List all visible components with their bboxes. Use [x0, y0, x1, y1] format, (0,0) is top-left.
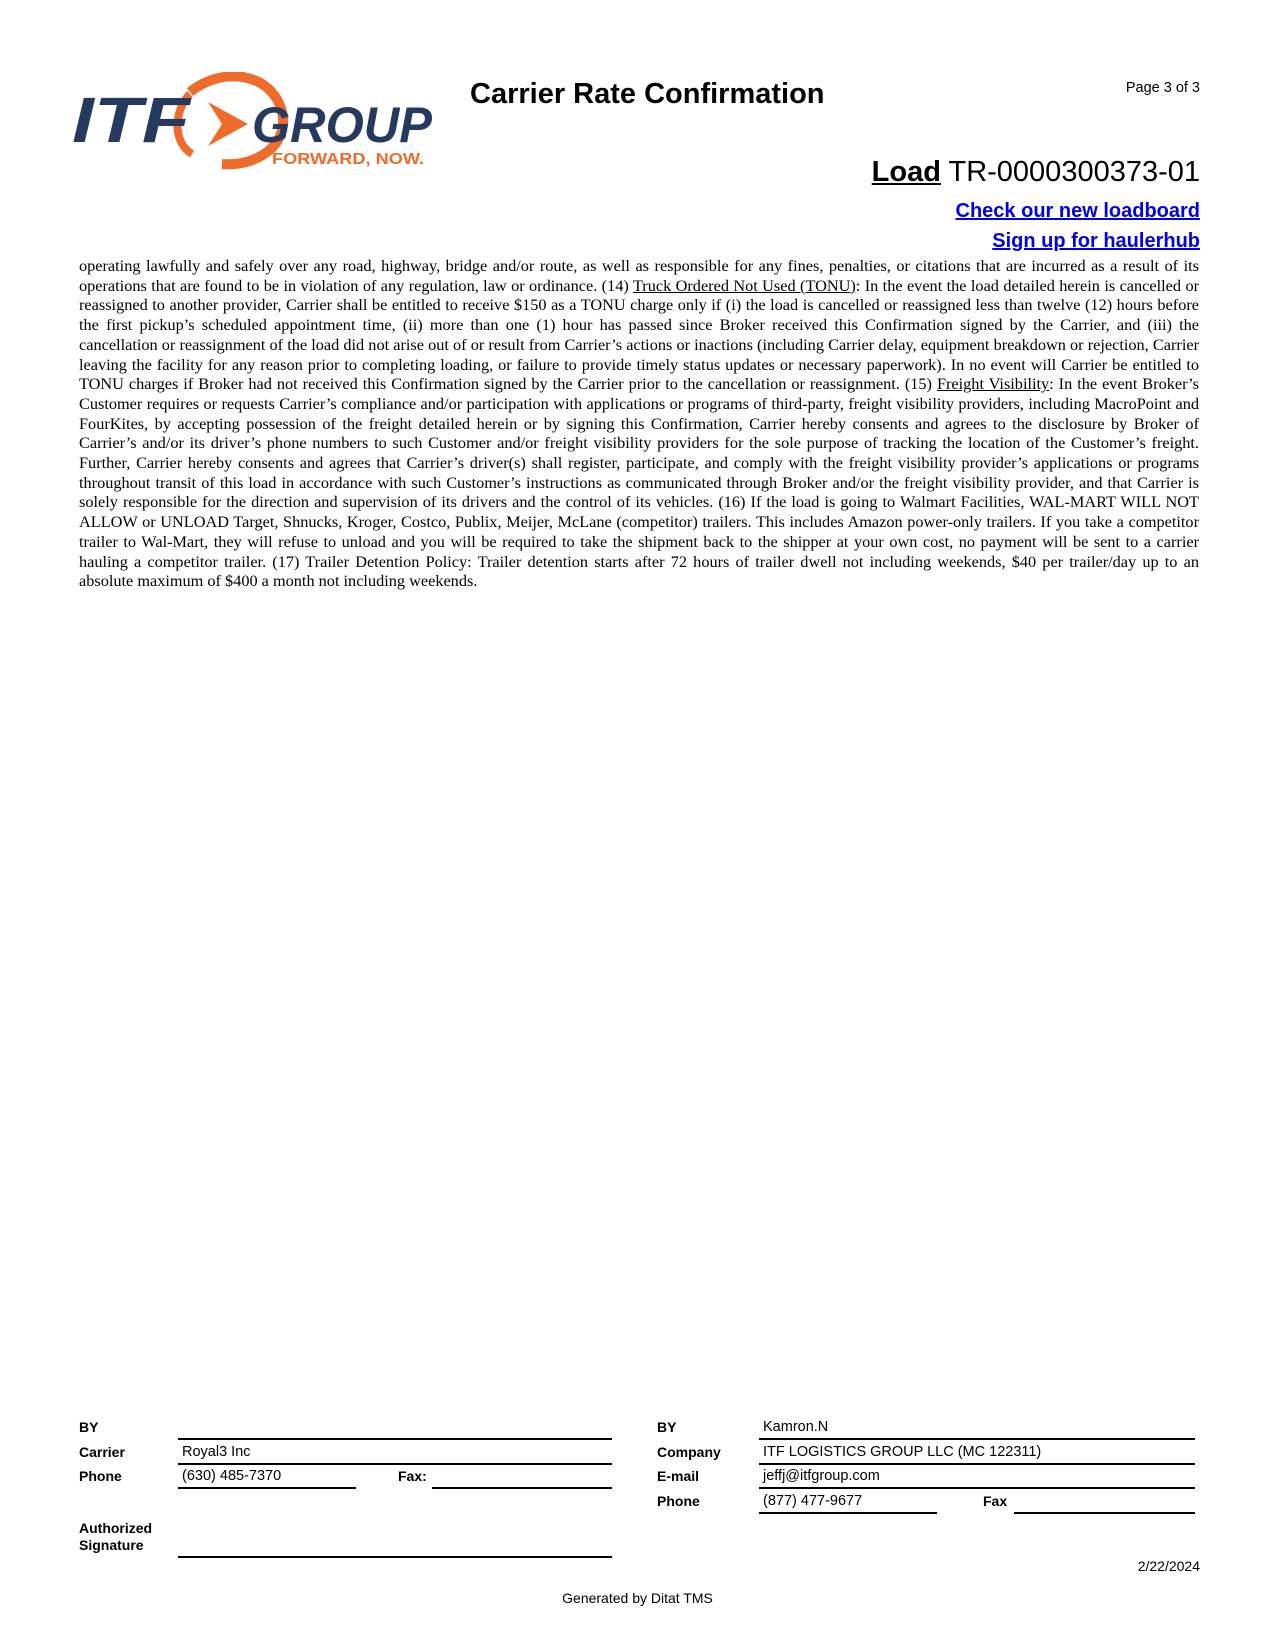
broker-phone-line — [759, 1512, 937, 1514]
logo-tagline: FORWARD, NOW. — [272, 151, 424, 168]
broker-by-value: Kamron.N — [763, 1419, 829, 1435]
logo-brand-right: GROUP — [252, 97, 433, 153]
broker-email: jeffj@itfgroup.com — [763, 1468, 880, 1484]
broker-by-label: BY — [657, 1419, 677, 1435]
page-number: Page 3 of 3 — [1125, 80, 1200, 96]
broker-company: ITF LOGISTICS GROUP LLC (MC 122311) — [763, 1444, 1042, 1460]
loadboard-link[interactable]: Check our new loadboard — [955, 200, 1200, 222]
carrier-phone: (630) 485-7370 — [182, 1468, 282, 1484]
broker-fax-label: Fax — [983, 1493, 1008, 1509]
load-label: Load — [871, 156, 941, 188]
document-title: Carrier Rate Confirmation — [470, 78, 825, 110]
broker-email-label: E-mail — [657, 1468, 700, 1484]
broker-email-line — [759, 1487, 1195, 1489]
broker-phone: (877) 477-9677 — [763, 1493, 863, 1509]
carrier-phone-line — [178, 1487, 356, 1489]
broker-phone-label: Phone — [657, 1493, 700, 1509]
carrier-fax-label: Fax: — [398, 1468, 427, 1484]
broker-by-line — [759, 1438, 1195, 1440]
load-number: TR-0000300373-01 — [948, 156, 1200, 188]
terms-paragraph — [79, 256, 1199, 591]
carrier-by-line — [178, 1438, 612, 1440]
broker-company-label: Company — [657, 1444, 721, 1460]
freight-visibility-heading: Freight Visibility — [936, 374, 1050, 394]
document-date: 2/22/2024 — [1137, 1558, 1200, 1574]
carrier-name-line — [178, 1463, 612, 1465]
load-heading — [872, 156, 1200, 189]
authorized-signature-line — [178, 1556, 612, 1558]
terms-part-3: : In the event Broker’s Customer requires or requests Carrier’s compliance and/or participation with applications or programs of third-party, freight visibility providers, including MacroPoint and FourKites, by accepting possession of the freight detailed herein or by signing this Confirmation, Carrier hereby consents and agrees to the disclosure by Broker of Carrier’s and/or its driver’s phone numbers to such Customer and/or freight visibility providers for the sole purpose of tracking the location of the Customer’s freight. Further, Carrier hereby consents and agrees that Carrier’s driver(s) shall register, participate, and comply with the freight visibility provider’s applications or programs throughout transit of this load in accordance with such Customer’s instructions as communicated through Broker and/or the freight visibility provider, and that Carrier is solely responsible for the direction and supervision of its drivers and the control of its vehicles. (16) If the load is going to Walmart Facilities, WAL-MART WILL NOT ALLOW or UNLOAD Target, Shnucks, Kroger, Costco, Publix, Meijer, McLane (competitor) trailers. This includes Amazon power-only trailers. If you take a competitor trailer to Wal-Mart, they will refuse to unload and you will be required to take the shipment back to the shipper at your own cost, no payment will be sent to a carrier hauling a competitor trailer. (17) Trailer Detention Policy: Trailer detention starts after 72 hours of trailer dwell not including weekends, $40 per trailer/day up to an absolute maximum of $400 a month not including weekends. — [79, 374, 1199, 591]
haulerhub-link[interactable]: Sign up for haulerhub — [992, 230, 1200, 252]
terms-part-1: operating lawfully and safely over any road, highway, bridge and/or route, as well as responsible for any fines, penalties, or citations that are incurred as a result of its operations that are found to be in violation of any regulation, law or ordinance. (14) — [79, 256, 1199, 295]
tonu-heading: Truck Ordered Not Used (TONU) — [632, 275, 856, 295]
authorized-label: Authorized — [79, 1520, 153, 1536]
logo-brand-left: ITF — [72, 84, 193, 156]
carrier-name: Royal3 Inc — [182, 1444, 251, 1460]
terms-part-2: : In the event the load detailed herein is cancelled or reassigned to another provider, Carrier shall be entitled to receive $150 as a TONU charge only if (i) the load is cancelled or reassigned less than twelve (12) hours before the first pickup’s scheduled appointment time, (ii) more than one (1) hour has passed since Broker received this Confirmation signed by the Carrier, and (iii) the cancellation or reassignment of the load did not arise out of or result from Carrier’s actions or inactions (including Carrier delay, equipment breakdown or rejection, Carrier leaving the facility for any reason prior to completing loading, or failure to provide timely status updates or necessary paperwork). In no event will Carrier be entitled to TONU charges if Broker had not received this Confirmation signed by the Carrier prior to the cancellation or reassignment. (15) — [79, 275, 1200, 394]
generated-by-footer: Generated by Ditat TMS — [562, 1590, 713, 1606]
broker-company-line — [759, 1463, 1195, 1465]
broker-fax-line — [1014, 1512, 1195, 1514]
carrier-fax-line — [432, 1487, 612, 1489]
itf-group-logo — [72, 72, 442, 172]
carrier-by-label: BY — [79, 1419, 99, 1435]
signature-label: Signature — [79, 1537, 144, 1553]
carrier-label: Carrier — [79, 1444, 125, 1460]
carrier-phone-label: Phone — [79, 1468, 122, 1484]
